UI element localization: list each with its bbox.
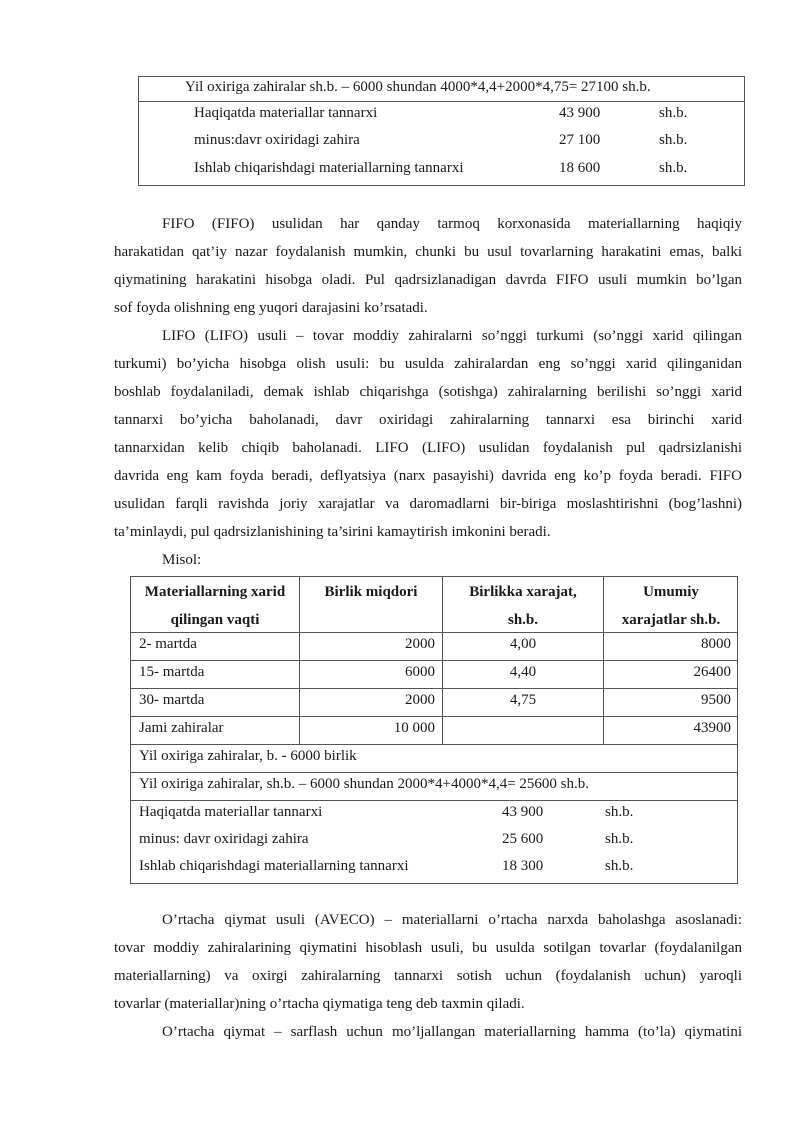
- paragraph-line: harakatidan qat’iy nazar foydalanish mumkin, chunki bu usul tovarlarning harakatini emas, balki: [114, 244, 742, 260]
- row-unit: sh.b.: [659, 132, 688, 148]
- divider: [131, 772, 737, 773]
- paragraph-line: LIFO (LIFO) usuli – tovar moddiy zahiralarni so’nggi turkumi (so’nggi xarid qilingan: [162, 328, 742, 344]
- paragraph-line: tovar moddiy zahiralarining qiymatini hisoblash usuli, bu usulda sotilgan tovarlar (foydalanilgan: [114, 940, 742, 956]
- misol-label: Misol:: [162, 552, 202, 568]
- summary-label: Haqiqatda materiallar tannarxi: [139, 804, 323, 820]
- summary-unit: sh.b.: [605, 804, 634, 820]
- cell-date: 30- martda: [139, 692, 205, 708]
- header-line: sh.b.: [507, 612, 539, 628]
- paragraph-line: usulidan farqli ravishda joriy xarajatlar va daromadlarni bir-biriga moslashtirishni (bog’lashni): [114, 496, 742, 512]
- misol-table: [130, 576, 738, 884]
- paragraph-line: O’rtacha qiymat – sarflash uchun mo’ljallangan materiallarning hamma (to’la) qiymatini: [162, 1024, 742, 1040]
- divider: [131, 744, 737, 745]
- paragraph-line: sof foyda olishning eng yuqori darajasini ko’rsatadi.: [114, 300, 428, 316]
- row-label: minus:davr oxiridagi zahira: [194, 132, 360, 148]
- paragraph-line: turkumi) bo’yicha hisobga olish usuli: bu usulda zahiralardan eng so’nggi xarid qilinganidan: [114, 356, 742, 372]
- row-value: 43 900: [559, 105, 601, 121]
- divider: [131, 688, 737, 689]
- header-line: xarajatlar sh.b.: [621, 612, 721, 628]
- row-value: 18 600: [559, 160, 601, 176]
- summary-value: 43 900: [502, 804, 544, 820]
- summary-label: minus: davr oxiridagi zahira: [139, 831, 309, 847]
- summary-unit: sh.b.: [605, 858, 634, 874]
- divider: [131, 716, 737, 717]
- cell-unit-cost: 4,00: [509, 636, 537, 652]
- paragraph-aveco: [114, 906, 742, 1018]
- summary-unit: sh.b.: [605, 831, 634, 847]
- divider: [131, 660, 737, 661]
- divider: [131, 800, 737, 801]
- cell-unit-cost: 4,40: [509, 664, 537, 680]
- header-line: qilingan vaqti: [170, 612, 260, 628]
- row-label: Haqiqatda materiallar tannarxi: [194, 105, 378, 121]
- paragraph-line: O’rtacha qiymat usuli (AVECO) – materiallarni o’rtacha narxda baholashga asoslanadi:: [162, 912, 742, 928]
- row-value: 27 100: [559, 132, 601, 148]
- table-row: [139, 132, 744, 156]
- column-header: [604, 578, 738, 634]
- paragraph-line: davrida eng kam foyda beradi, deflyatsiya (narx pasayishi) davrida eng ko’p foyda beradi. FIFO: [114, 468, 742, 484]
- paragraph-line: qiymatining harakatini hisobga oladi. Pul qadrsizlanadigan davrda FIFO usuli mumkin bo’lgan: [114, 272, 742, 288]
- header-line: Umumiy: [643, 584, 699, 600]
- cell-total: 26400: [693, 664, 731, 680]
- summary-label: Ishlab chiqarishdagi materiallarning tannarxi: [139, 858, 409, 874]
- cell-qty: 6000: [405, 664, 435, 680]
- row-unit: sh.b.: [659, 160, 688, 176]
- paragraph-line: boshlab foydalaniladi, demak ishlab chiqarishga (sotishga) zahiralarning berilishi so’nggi xarid: [114, 384, 742, 400]
- header-line: Birlik miqdori: [324, 584, 418, 600]
- paragraph-line: FIFO (FIFO) usulidan har qanday tarmoq korxonasida materiallarning haqiqiy: [162, 216, 742, 232]
- column-header: [300, 578, 442, 606]
- header-line: Birlikka xarajat,: [469, 584, 577, 600]
- cell-total: 8000: [701, 636, 731, 652]
- paragraph-line: tannarxi bo’yicha baholanadi, davr oxiridagi zahiralarning tannarxi esa birinchi xarid: [114, 412, 742, 428]
- cell-date: 2- martda: [139, 636, 197, 652]
- cell-qty: 10 000: [393, 720, 435, 736]
- paragraph-average-value: [114, 1018, 742, 1046]
- summary-value: 25 600: [502, 831, 544, 847]
- paragraph-line: ta’minlaydi, pul qadrsizlanishining ta’sirini kamaytirish imkonini beradi.: [114, 524, 551, 540]
- column-header: [443, 578, 603, 634]
- table-row: [139, 160, 744, 184]
- paragraph-line: materiallarning) va oxirgi zahiralarning tannarxi sotish uchun (foydalanish uchun) yaroqli: [114, 968, 742, 984]
- paragraph-fifo: [114, 210, 742, 322]
- top-table-header: Yil oxiriga zahiralar sh.b. – 6000 shundan 4000*4,4+2000*4,75= 27100 sh.b.: [185, 79, 651, 95]
- cell-total: 9500: [701, 692, 731, 708]
- summary-value: 18 300: [502, 858, 544, 874]
- cell-qty: 2000: [405, 636, 435, 652]
- paragraph-lifo: [114, 322, 742, 546]
- note-cost: Yil oxiriga zahiralar, sh.b. – 6000 shundan 2000*4+4000*4,4= 25600 sh.b.: [139, 776, 590, 792]
- top-table: [138, 76, 745, 186]
- cell-unit-cost: 4,75: [509, 692, 537, 708]
- top-table-header-row: [139, 77, 744, 102]
- header-line: Materiallarning xarid: [144, 584, 286, 600]
- note-units: Yil oxiriga zahiralar, b. - 6000 birlik: [139, 748, 357, 764]
- row-label: Ishlab chiqarishdagi materiallarning tannarxi: [194, 160, 464, 176]
- paragraph-line: tannarxidan kelib chiqib baholanadi. LIFO (LIFO) usulidan foydalanish pul qadrsizlanishi: [114, 440, 742, 456]
- paragraph-line: tovarlar (materiallar)ning o’rtacha qiymatiga teng deb taxmin qiladi.: [114, 996, 525, 1012]
- cell-date: 15- martda: [139, 664, 205, 680]
- cell-date: Jami zahiralar: [139, 720, 224, 736]
- cell-total: 43900: [693, 720, 731, 736]
- table-row: [139, 105, 744, 129]
- cell-qty: 2000: [405, 692, 435, 708]
- row-unit: sh.b.: [659, 105, 688, 121]
- column-header: [131, 578, 299, 634]
